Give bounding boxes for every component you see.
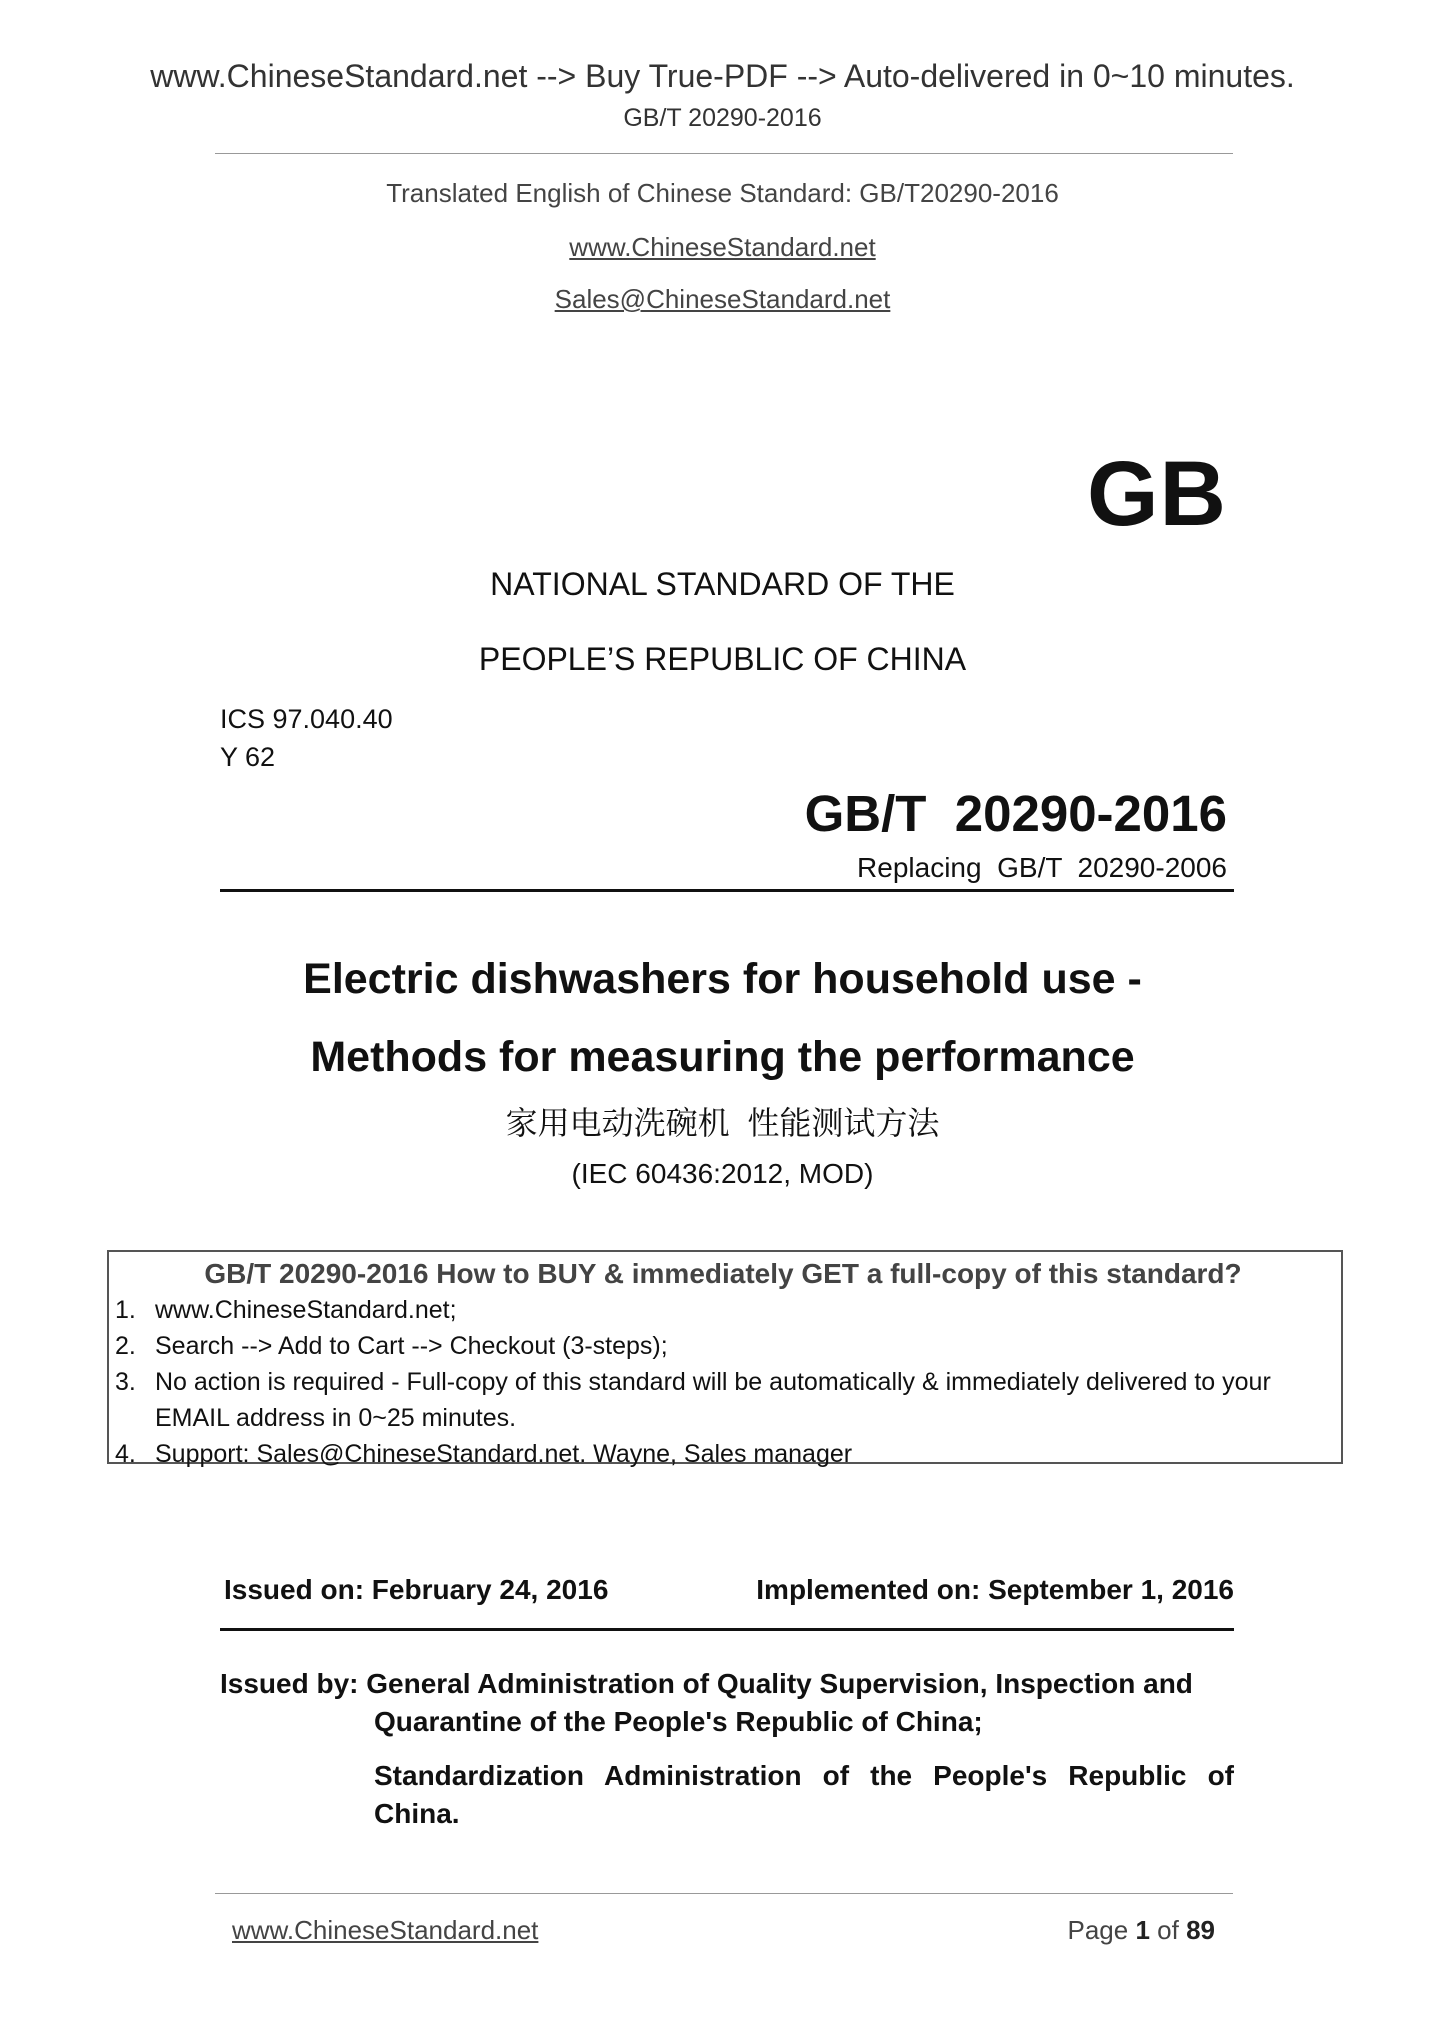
page-number: 1: [1135, 1915, 1150, 1945]
issuer-line-1: Issued by: General Administration of Quality Supervision, Inspection and: [220, 1668, 1193, 1699]
purchase-step: [115, 1328, 1331, 1364]
website-link-wrap: [0, 232, 1445, 263]
step-text: Support: Sales@ChineseStandard.net. Wayne, Sales manager: [155, 1440, 853, 1468]
standard-number: GB/T 20290-2016: [804, 785, 1227, 842]
national-line-1: NATIONAL STANDARD OF THE: [490, 566, 955, 602]
email-link[interactable]: Sales@ChineseStandard.net: [554, 284, 891, 314]
footer-divider: [215, 1893, 1233, 1894]
title-divider: [220, 889, 1234, 892]
national-line-2: PEOPLE’S REPUBLIC OF CHINA: [478, 641, 967, 677]
gb-mark: GB: [1087, 443, 1227, 545]
national-standard-heading: [0, 566, 1445, 678]
page-prefix: Page: [1067, 1915, 1129, 1945]
implemented-date: Implemented on: September 1, 2016: [756, 1574, 1234, 1605]
classification-codes: [220, 700, 393, 776]
iec-equivalence: (IEC 60436:2012, MOD): [571, 1158, 874, 1189]
issuer-line-2: Quarantine of the People's Republic of China;: [374, 1706, 983, 1737]
purchase-heading: GB/T 20290-2016 How to BUY & immediately GET a full-copy of this standard?: [204, 1258, 1242, 1289]
page-total: 89: [1186, 1915, 1215, 1945]
website-link[interactable]: www.ChineseStandard.net: [569, 232, 876, 262]
ics-code: ICS 97.040.40: [220, 704, 393, 734]
purchase-info-box: [107, 1250, 1343, 1468]
step-number: 2.: [115, 1332, 136, 1360]
step-number: 4.: [115, 1440, 136, 1468]
purchase-step: [115, 1436, 1331, 1472]
title-line-2: Methods for measuring the performance: [310, 1033, 1135, 1081]
replacing-note: Replacing GB/T 20290-2006: [857, 852, 1227, 883]
email-link-wrap: [0, 284, 1445, 315]
header-standard-code: GB/T 20290-2016: [623, 104, 822, 132]
page-of: of: [1157, 1915, 1179, 1945]
purchase-step: [115, 1292, 1331, 1328]
title-line-1: Electric dishwashers for household use -: [303, 955, 1142, 1003]
step-number: 1.: [115, 1296, 136, 1324]
issuer-second: Standardization Administration of the People's Republic of China.: [374, 1760, 1234, 1829]
footer-website-link[interactable]: www.ChineseStandard.net: [232, 1915, 539, 1945]
step-text[interactable]: www.ChineseStandard.net;: [155, 1296, 457, 1324]
issued-date: Issued on: February 24, 2016: [224, 1574, 609, 1605]
top-banner: www.ChineseStandard.net --> Buy True-PDF --> Auto-delivered in 0~10 minutes.: [150, 58, 1295, 94]
purchase-step: [115, 1364, 1331, 1436]
chinese-title: 家用电动洗碗机 性能测试方法: [505, 1105, 940, 1141]
ccs-code: Y 62: [220, 742, 276, 772]
step-number: 3.: [115, 1368, 136, 1396]
page-indicator: [1067, 1915, 1215, 1946]
header-divider: [215, 153, 1233, 154]
step-text: No action is required - Full-copy of this standard will be automatically & immediately delivered to your EMAIL address in 0~25 minutes.: [155, 1368, 1271, 1432]
document-title: [0, 940, 1445, 1096]
translation-note: Translated English of Chinese Standard: GB/T20290-2016: [386, 178, 1059, 208]
purchase-steps: [115, 1292, 1331, 1472]
step-text: Search --> Add to Cart --> Checkout (3-steps);: [155, 1332, 668, 1360]
dates-divider: [220, 1628, 1234, 1631]
